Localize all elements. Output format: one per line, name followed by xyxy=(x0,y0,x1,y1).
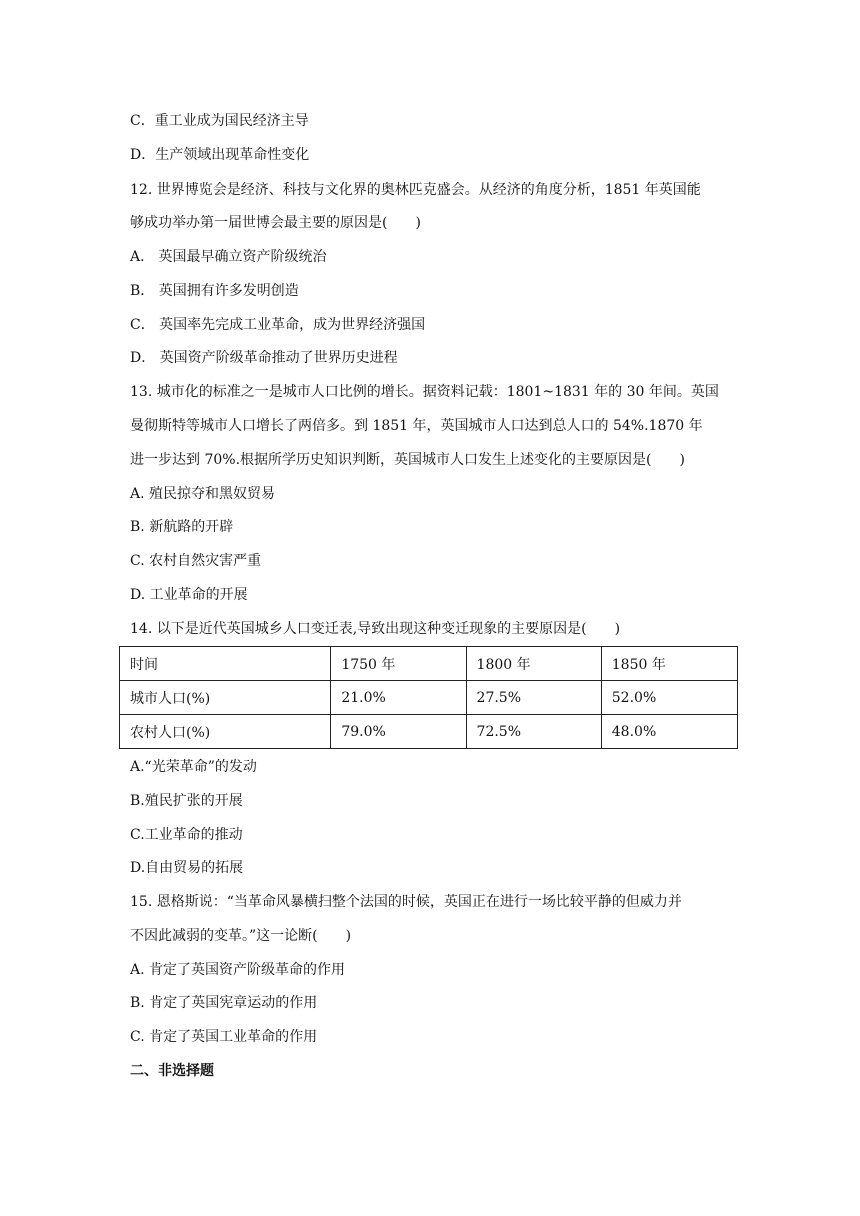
q13-stem-line-3: 进一步达到 70%.根据所学历史知识判断，英国城市人口发生上述变化的主要原因是( ) xyxy=(130,452,685,468)
q14-option-b: B.殖民扩张的开展 xyxy=(130,793,243,809)
table-cell: 1800 年 xyxy=(466,647,601,681)
q14-option-a: A.“光荣革命”的发动 xyxy=(130,759,257,775)
q15-option-b: B. 肯定了英国宪章运动的作用 xyxy=(130,995,318,1011)
population-table xyxy=(119,646,738,749)
q12-stem-line-1: 12. 世界博览会是经济、科技与文化界的奥林匹克盛会。从经济的角度分析，1851 年英国能 xyxy=(130,182,701,198)
q15-stem-line-2: 不因此减弱的变革。”这一论断( ) xyxy=(130,928,352,944)
q13-option-d: D. 工业革命的开展 xyxy=(130,587,248,603)
table-cell: 城市人口(%) xyxy=(120,681,331,715)
table-cell: 72.5% xyxy=(466,715,601,749)
q14-stem: 14. 以下是近代英国城乡人口变迁表,导致出现这种变迁现象的主要原因是( ) xyxy=(130,621,621,637)
q12-option-b: B． 英国拥有许多发明创造 xyxy=(130,283,299,299)
q15-option-c: C. 肯定了英国工业革命的作用 xyxy=(130,1029,318,1045)
q13-option-b: B. 新航路的开辟 xyxy=(130,519,234,535)
table-cell: 79.0% xyxy=(331,715,466,749)
q13-option-a: A. 殖民掠夺和黑奴贸易 xyxy=(130,486,276,502)
table-cell: 27.5% xyxy=(466,681,601,715)
table-cell: 农村人口(%) xyxy=(120,715,331,749)
q15-stem-line-1: 15. 恩格斯说：“当革命风暴横扫整个法国的时候，英国正在进行一场比较平静的但威力并 xyxy=(130,894,682,910)
q12-option-c: C． 英国率先完成工业革命，成为世界经济强国 xyxy=(130,317,426,333)
table-row xyxy=(120,681,738,715)
q11-option-d: D．生产领域出现革命性变化 xyxy=(130,147,310,163)
q15-option-a: A. 肯定了英国资产阶级革命的作用 xyxy=(130,962,346,978)
q12-stem-line-2: 够成功举办第一届世博会最主要的原因是( ) xyxy=(130,215,421,231)
q14-option-d: D.自由贸易的拓展 xyxy=(130,860,244,876)
q12-option-a: A． 英国最早确立资产阶级统治 xyxy=(130,249,327,265)
q12-option-d: D． 英国资产阶级革命推动了世界历史进程 xyxy=(130,350,398,366)
table-cell: 1750 年 xyxy=(331,647,466,681)
table-cell: 52.0% xyxy=(601,681,737,715)
section-heading-non-choice: 二、非选择题 xyxy=(130,1063,214,1079)
table-header-row xyxy=(120,647,738,681)
table-cell: 48.0% xyxy=(601,715,737,749)
q13-stem-line-2: 曼彻斯特等城市人口增长了两倍多。到 1851 年，英国城市人口达到总人口的 54%.1870 年 xyxy=(130,418,703,434)
table-cell: 1850 年 xyxy=(601,647,737,681)
table-cell: 时间 xyxy=(120,647,331,681)
q14-option-c: C.工业革命的推动 xyxy=(130,827,243,843)
q13-option-c: C. 农村自然灾害严重 xyxy=(130,553,262,569)
table-row xyxy=(120,715,738,749)
q13-stem-line-1: 13. 城市化的标准之一是城市人口比例的增长。据资料记载：1801~1831 年的 30 年间。英国 xyxy=(130,384,719,400)
table-cell: 21.0% xyxy=(331,681,466,715)
q11-option-c: C．重工业成为国民经济主导 xyxy=(130,113,309,129)
